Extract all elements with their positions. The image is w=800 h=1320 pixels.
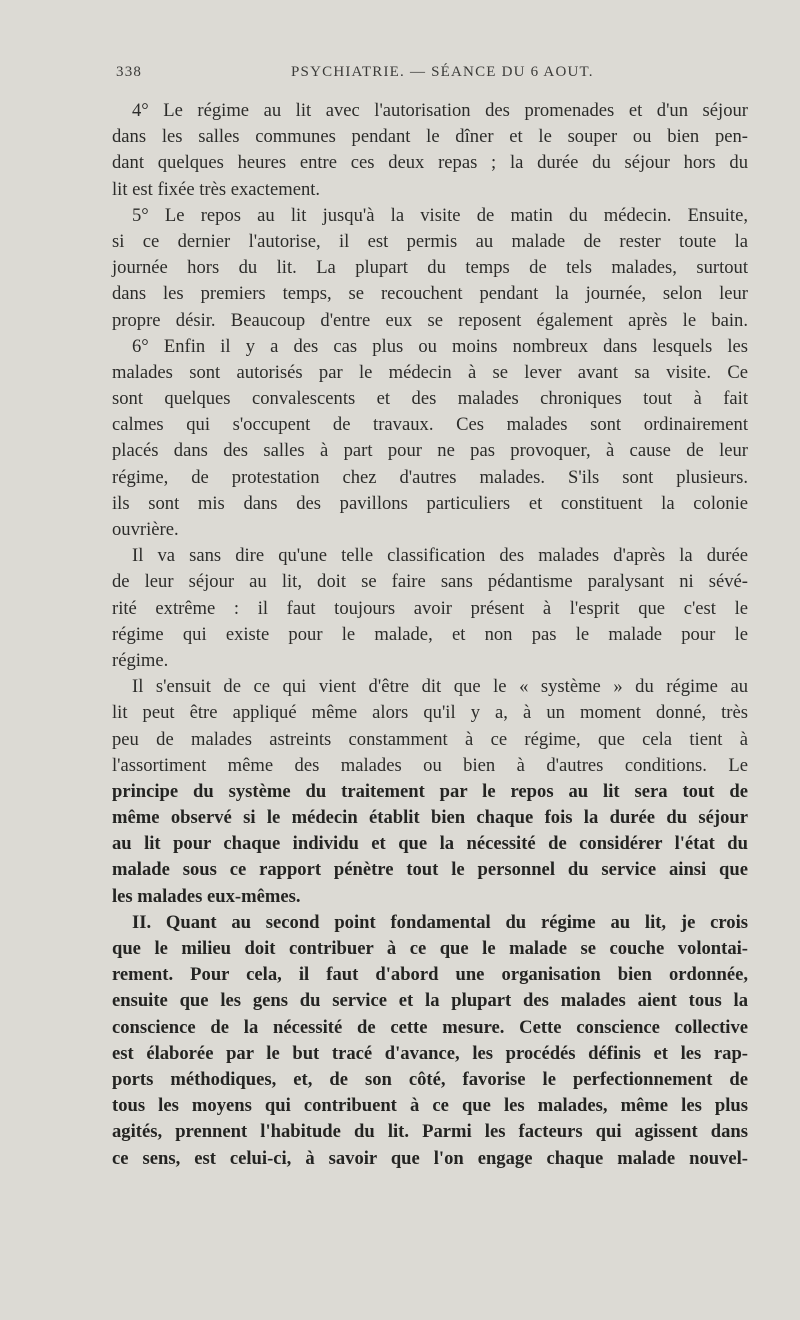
- text-line: ouvrière.: [112, 519, 179, 540]
- text-line: 6° Enfin il y a des cas plus ou moins nombreux dans lesquels les: [132, 335, 748, 357]
- text-line: régime.: [112, 649, 169, 671]
- text-line: placés dans des salles à part pour ne pas provoquer, à cause de leur: [112, 440, 748, 462]
- text-line: est élaborée par le but tracé d'avance, les procédés définis et les rap-: [112, 1042, 748, 1064]
- text-line: lit peut être appliqué même alors qu'il y a, à un moment donné, très: [112, 702, 748, 724]
- text-line: 4° Le régime au lit avec l'autorisation des promenades et d'un séjour: [132, 100, 748, 121]
- text-line: ce sens, est celui-ci, à savoir que l'on engage chaque malade nouvel-: [112, 1147, 748, 1169]
- text-line: si ce dernier l'autorise, il est permis au malade de rester toute la: [112, 230, 748, 252]
- text-line: lit est fixée très exactement.: [112, 178, 321, 200]
- text-line: sont quelques convalescents et des malades chroniques tout à fait: [112, 388, 748, 410]
- page-number: 338: [116, 64, 143, 80]
- text-line: dant quelques heures entre ces deux repas ; la durée du séjour hors du: [112, 152, 748, 174]
- text-line: conscience de la nécessité de cette mesure. Cette conscience collective: [112, 1016, 748, 1038]
- text-line: II. Quant au second point fondamental du régime au lit, je crois: [132, 911, 748, 933]
- page-header: [116, 64, 736, 88]
- text-line: dans les salles communes pendant le dîner et le souper ou bien pen-: [112, 126, 748, 148]
- text-line: que le milieu doit contribuer à ce que le malade se couche volontai-: [112, 938, 748, 959]
- text-line: journée hors du lit. La plupart du temps de tels malades, surtout: [112, 257, 748, 279]
- text-line: malade sous ce rapport pénètre tout le personnel du service ainsi que: [112, 859, 748, 881]
- text-line: propre désir. Beaucoup d'entre eux se reposent également après le bain.: [112, 309, 748, 331]
- text-line: dans les premiers temps, se recouchent pendant la journée, selon leur: [112, 283, 748, 305]
- text-line: malades sont autorisés par le médecin à se lever avant sa visite. Ce: [112, 361, 748, 383]
- text-line: ensuite que les gens du service et la plupart des malades aient tous la: [112, 990, 748, 1012]
- text-line: agités, prennent l'habitude du lit. Parmi les facteurs qui agissent dans: [112, 1121, 748, 1143]
- text-line: régime qui existe pour le malade, et non pas le malade pour le: [112, 623, 748, 645]
- text-line: ils sont mis dans des pavillons particuliers et constituent la colonie: [112, 492, 748, 514]
- text-line: de leur séjour au lit, doit se faire sans pédantisme paralysant ni sévé-: [112, 571, 748, 593]
- text-line: tous les moyens qui contribuent à ce que les malades, même les plus: [112, 1095, 748, 1117]
- text-line: les malades eux-mêmes.: [112, 885, 301, 907]
- text-line: au lit pour chaque individu et que la nécessité de considérer l'état du: [112, 833, 748, 855]
- text-line: même observé si le médecin établit bien chaque fois la durée du séjour: [112, 807, 748, 829]
- text-line: 5° Le repos au lit jusqu'à la visite de matin du médecin. Ensuite,: [132, 204, 748, 226]
- text-line: régime, de protestation chez d'autres malades. S'ils sont plusieurs.: [112, 466, 748, 488]
- text-line: Il va sans dire qu'une telle classification des malades d'après la durée: [132, 545, 748, 567]
- text-line: peu de malades astreints constamment à ce régime, que cela tient à: [112, 728, 748, 750]
- text-line: rité extrême : il faut toujours avoir présent à l'esprit que c'est le: [112, 597, 748, 619]
- text-line: l'assortiment même des malades ou bien à d'autres conditions. Le: [112, 754, 748, 776]
- body-text: [112, 98, 748, 1172]
- text-line: Il s'ensuit de ce qui vient d'être dit que le « système » du régime au: [132, 676, 748, 698]
- text-line: calmes qui s'occupent de travaux. Ces malades sont ordinairement: [112, 414, 748, 436]
- running-head: PSYCHIATRIE. — SÉANCE DU 6 AOUT.: [291, 64, 594, 80]
- text-line: ports méthodiques, et, de son côté, favorise le perfectionnement de: [112, 1068, 748, 1090]
- text-line: principe du système du traitement par le repos au lit sera tout de: [112, 780, 748, 802]
- text-line: rement. Pour cela, il faut d'abord une organisation bien ordonnée,: [112, 964, 748, 986]
